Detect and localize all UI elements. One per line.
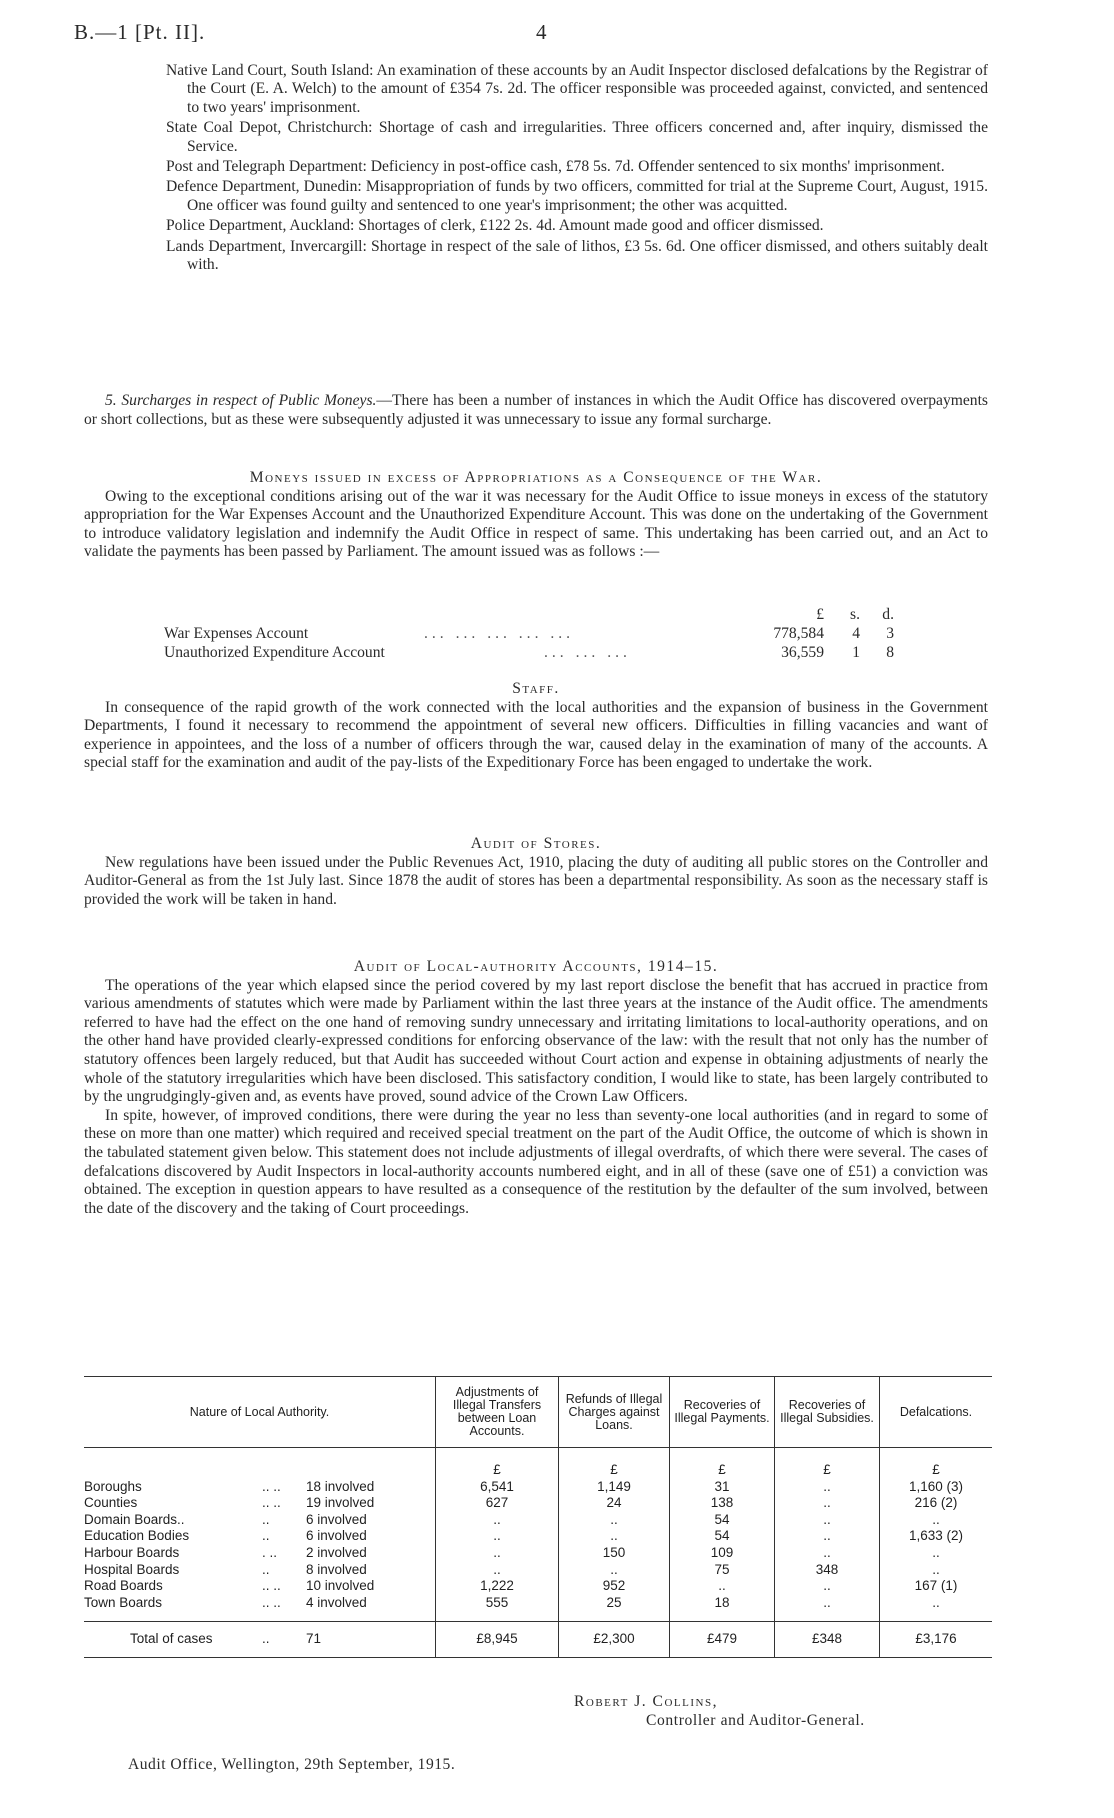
subsidies-value: .. (775, 1528, 880, 1545)
defalcations-value: .. (880, 1562, 993, 1579)
entry-lands-department: Lands Department, Invercargill: Shortage in respect of the sale of lithos, £3 5s. 6d. One officer dismissed, and others suitably dealt with. (166, 237, 988, 274)
subsidies-value: .. (775, 1545, 880, 1562)
local-authority-paragraph-2: In spite, however, of improved conditions, there were during the year no less than seventy-one local authorities (and in regard to some of these on more than one matter) which required and received special treatment on the part of the Audit Office, the outcome of which is shown in the tabulated statement given below. This statement does not include adjustments of illegal overdrafts, of which there were several. The cases of defalcations discovered by Audit Inspectors in local-authority accounts numbered eight, and in all of these (save one of £51) a conviction was obtained. The exception in question appears to have resulted as a consequence of the restitution by the defaulter of the sum involved, between the date of the discovery and the taking of Court proceedings. (84, 1106, 988, 1217)
entry-defence-department: Defence Department, Dunedin: Misappropriation of funds by two officers, committed for trial at the Supreme Court, August, 1915. One officer was found guilty and sentenced to one year's imprisonment; the other was acquitted. (166, 178, 988, 214)
authority-name: Road Boards (84, 1578, 163, 1594)
leader-dots: ... ... ... (544, 644, 631, 661)
leader-dots: .. .. (261, 1594, 281, 1610)
subsidies-value: .. (775, 1479, 880, 1496)
subsidies-value: 348 (775, 1562, 880, 1579)
moneys-row (164, 625, 904, 644)
transfers-value: 6,541 (436, 1479, 559, 1496)
staff-paragraph: In consequence of the rapid growth of the work connected with the local authorities and the expansion of business in the Government Departments, I found it necessary to recommend the appointment of several new officers. Difficulties in filling vacancies and want of experience in appointees, and the loss of a number of officers through the war, caused delay in the examination of many of the accounts. A special staff for the examination and audit of the pay-lists of the Expeditionary Force has been engaged to undertake the work. (84, 698, 988, 772)
total-subsidies: £348 (775, 1622, 880, 1658)
local-authority-table (84, 1376, 992, 1658)
authority-name: Hospital Boards (84, 1561, 180, 1577)
amount-pounds: 36,559 (781, 644, 824, 661)
leader-dots: .. (262, 1622, 306, 1658)
refunds-value: .. (559, 1512, 670, 1529)
authority-name: Town Boards (84, 1594, 163, 1610)
transfers-value: .. (436, 1528, 559, 1545)
defalcations-value: 216 (2) (880, 1495, 993, 1512)
table-row (84, 1595, 992, 1622)
surcharges-paragraph (84, 392, 988, 429)
involved-count: 19 involved (305, 1495, 375, 1511)
defalcations-value: .. (880, 1595, 993, 1622)
defalcations-value: .. (880, 1512, 993, 1529)
involved-count: 6 involved (305, 1528, 367, 1544)
transfers-value: .. (436, 1512, 559, 1529)
defalcation-entries (166, 62, 988, 276)
authority-name: Domain Boards.. (84, 1511, 185, 1527)
unit-refunds: £ (559, 1448, 670, 1479)
payments-value: 138 (670, 1495, 775, 1512)
header-refunds: Refunds of Illegal Charges against Loans. (559, 1377, 670, 1448)
amount-shillings: 1 (852, 644, 860, 661)
surcharges-section (84, 392, 988, 429)
table-units-row (84, 1448, 992, 1479)
involved-count: 4 involved (305, 1594, 367, 1610)
moneys-row (164, 644, 904, 663)
involved-count: 18 involved (305, 1478, 375, 1494)
authority-name: Harbour Boards (84, 1544, 180, 1560)
leader-dots: .. .. (261, 1478, 281, 1494)
refunds-value: .. (559, 1562, 670, 1579)
place-and-date: Audit Office, Wellington, 29th September, 1915. (128, 1756, 456, 1773)
leader-dots: .. (261, 1528, 270, 1544)
authority-name: Boroughs (84, 1478, 142, 1494)
header-subsidies: Recoveries of Illegal Subsidies. (775, 1377, 880, 1448)
moneys-section (84, 469, 988, 562)
table-row (84, 1562, 992, 1579)
signatory-title: Controller and Auditor-General. (646, 1712, 865, 1729)
local-authority-heading: Audit of Local-authority Accounts, 1914–15. (353, 958, 719, 975)
account-name: War Expenses Account (164, 625, 309, 642)
subsidies-value: .. (775, 1595, 880, 1622)
transfers-value: 1,222 (436, 1578, 559, 1595)
account-name: Unauthorized Expenditure Account (164, 644, 385, 661)
authority-name: Education Bodies (84, 1528, 190, 1544)
header-nature: Nature of Local Authority. (84, 1377, 436, 1448)
document-reference: B.—1 [Pt. II]. (74, 20, 206, 44)
unit-defalcations: £ (880, 1448, 993, 1479)
table-row (84, 1479, 992, 1496)
involved-count: 8 involved (305, 1561, 367, 1577)
unit-transfers: £ (436, 1448, 559, 1479)
total-refunds: £2,300 (559, 1622, 670, 1658)
leader-dots: .. .. (261, 1495, 281, 1511)
payments-value: 75 (670, 1562, 775, 1579)
signature-block (574, 1692, 865, 1730)
leader-dots: .. .. (261, 1578, 281, 1594)
refunds-value: .. (559, 1528, 670, 1545)
table-row (84, 1578, 992, 1595)
stores-section (84, 835, 988, 909)
header-transfers: Adjustments of Illegal Transfers between Loan Accounts. (436, 1377, 559, 1448)
leader-dots: .. (261, 1511, 270, 1527)
payments-value: 54 (670, 1528, 775, 1545)
unit-payments: £ (670, 1448, 775, 1479)
page-number: 4 (536, 20, 547, 44)
local-authority-paragraph-1: The operations of the year which elapsed since the period covered by my last report disclose the benefit that has accrued in practice from various amendments of statutes which were made by Parliament within the last three years at the instance of the Audit office. The amendments referred to have had the effect on the one hand of removing sundry unnecessary and irritating limitations to local-authority operations, and on the other hand have provided clearly-expressed conditions for enforcing observance of the law: with the result that not only has the number of statutory offences been largely reduced, but that Audit has succeeded without Court action and expense in obtaining adjustments of nearly the whole of the statutory irregularities which have been disclosed. This satisfactory condition, I would like to state, has been largely contributed to by the ungrudgingly-given and, as events have proved, sound advice of the Crown Law Officers. (84, 976, 988, 1106)
moneys-heading: Moneys issued in excess of Appropriations as a Consequence of the War. (249, 469, 823, 486)
payments-value: .. (670, 1578, 775, 1595)
table-row (84, 1545, 992, 1562)
entry-state-coal-depot: State Coal Depot, Christchurch: Shortage of cash and irregularities. Three officers concerned and, after inquiry, dismissed the Service. (166, 119, 988, 155)
surcharges-lead: 5. Surcharges in respect of Public Moneys. (105, 392, 377, 409)
involved-count: 6 involved (305, 1511, 367, 1527)
local-authority-section (84, 958, 988, 1218)
payments-value: 54 (670, 1512, 775, 1529)
unit-subsidies: £ (775, 1448, 880, 1479)
moneys-issued-table (164, 606, 904, 663)
moneys-paragraph: Owing to the exceptional conditions arising out of the war it was necessary for the Audit Office to issue moneys in excess of the statutory appropriation for the War Expenses Account and the Unauthorized Expenditure Account. This was done on the undertaking of the Government to introduce validatory legislation and indemnify the Audit Office in respect of same. This undertaking has been carried out, and an Act to validate the payments has been passed by Parliament. The amount issued was as follows :— (84, 487, 988, 561)
table-row (84, 1495, 992, 1512)
staff-heading: Staff. (512, 680, 560, 697)
transfers-value: 627 (436, 1495, 559, 1512)
subsidies-value: .. (775, 1512, 880, 1529)
entry-police-department: Police Department, Auckland: Shortages of clerk, £122 2s. 4d. Amount made good and officer dismissed. (166, 217, 824, 235)
refunds-value: 24 (559, 1495, 670, 1512)
leader-dots: .. (261, 1561, 270, 1577)
signatory-name: Robert J. Collins, (574, 1693, 718, 1710)
subsidies-value: .. (775, 1495, 880, 1512)
refunds-value: 25 (559, 1595, 670, 1622)
total-payments: £479 (670, 1622, 775, 1658)
amount-pence: 3 (886, 625, 894, 642)
defalcations-value: 167 (1) (880, 1578, 993, 1595)
leader-dots: ... ... ... ... ... (424, 625, 575, 642)
page-header (74, 20, 1040, 50)
moneys-units-row (164, 606, 904, 625)
unit-pounds: £ (816, 606, 824, 623)
defalcations-value: .. (880, 1545, 993, 1562)
defalcations-value: 1,160 (3) (880, 1479, 993, 1496)
stores-paragraph: New regulations have been issued under the Public Revenues Act, 1910, placing the duty of auditing all public stores on the Controller and Auditor-General as from the 1st July last. Since 1878 the audit of stores has been a departmental responsibility. As soon as the necessary staff is provided the work will be taken in hand. (84, 853, 988, 908)
transfers-value: .. (436, 1562, 559, 1579)
entry-native-land-court: Native Land Court, South Island: An examination of these accounts by an Audit Inspector disclosed defalcations by the Registrar of the Court (E. A. Welch) to the amount of £354 7s. 2d. The officer responsible was proceeded against, convicted, and sentenced to two years' imprisonment. (166, 62, 988, 116)
total-label: Total of cases (84, 1622, 262, 1658)
unit-shillings: s. (850, 606, 860, 623)
payments-value: 109 (670, 1545, 775, 1562)
leader-dots: . .. (261, 1544, 277, 1560)
header-payments: Recoveries of Illegal Payments. (670, 1377, 775, 1448)
table-row (84, 1512, 992, 1529)
unit-pence: d. (882, 606, 894, 623)
total-defalcations: £3,176 (880, 1622, 993, 1658)
table-total-row (84, 1622, 992, 1658)
involved-count: 10 involved (305, 1578, 375, 1594)
amount-pounds: 778,584 (773, 625, 824, 642)
refunds-value: 1,149 (559, 1479, 670, 1496)
authority-name: Counties (84, 1495, 138, 1511)
header-defalcations: Defalcations. (880, 1377, 993, 1448)
payments-value: 31 (670, 1479, 775, 1496)
stores-heading: Audit of Stores. (470, 835, 602, 852)
subsidies-value: .. (775, 1578, 880, 1595)
staff-section (84, 680, 988, 773)
involved-count: 2 involved (305, 1544, 367, 1560)
transfers-value: .. (436, 1545, 559, 1562)
surcharges-text: —There has been a number of instances in which the Audit Office has discovered overpayments or short collections, but as these were subsequently adjusted it was unnecessary to issue any formal surcharge. (84, 392, 988, 428)
table-header-row (84, 1377, 992, 1448)
entry-post-telegraph: Post and Telegraph Department: Deficiency in post-office cash, £78 5s. 7d. Offender sentenced to six months' imprisonment. (166, 158, 945, 176)
refunds-value: 150 (559, 1545, 670, 1562)
amount-pence: 8 (886, 644, 894, 661)
amount-shillings: 4 (852, 625, 860, 642)
defalcations-value: 1,633 (2) (880, 1528, 993, 1545)
total-count: 71 (306, 1622, 436, 1658)
refunds-value: 952 (559, 1578, 670, 1595)
transfers-value: 555 (436, 1595, 559, 1622)
table-row (84, 1528, 992, 1545)
payments-value: 18 (670, 1595, 775, 1622)
total-transfers: £8,945 (436, 1622, 559, 1658)
